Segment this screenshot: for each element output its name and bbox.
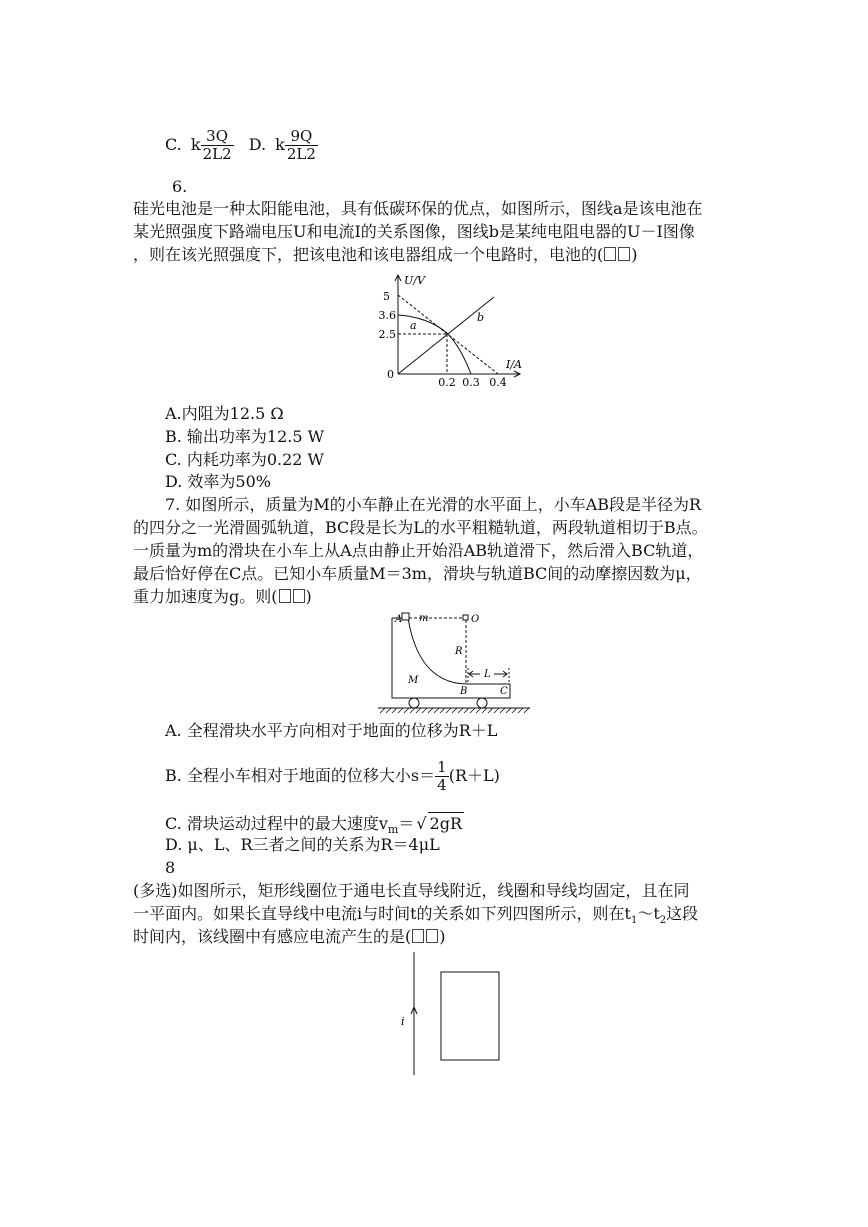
rectangular-coil xyxy=(441,972,499,1060)
q7-line4: 最后恰好停在C点。已知小车质量M＝3m，滑块与轨道BC间的动摩擦因数为μ， xyxy=(133,564,702,583)
q6-stem-line1: 硅光电池是一种太阳能电池，具有低碳环保的优点，如图所示，图线a是该电池在 xyxy=(133,199,703,218)
wheel-right xyxy=(477,698,487,708)
q6-number: 6. xyxy=(172,177,188,196)
answer-blank xyxy=(618,247,630,261)
y-tick-3.6: 3.6 xyxy=(378,309,396,322)
label-C: C xyxy=(500,686,508,697)
q6-ui-graph xyxy=(356,270,536,392)
q7-option-c: C. 滑块运动过程中的最大速度$v_m=$ √ 2gR xyxy=(165,814,463,837)
q7-line5: 重力加速度为g。则( ) xyxy=(133,587,312,606)
q7-option-b: B. 全程小车相对于地面的位移大小s＝ $\frac{1}{4}$ (R＋L) xyxy=(165,758,500,794)
x-tick-0.3: 0.3 xyxy=(462,376,480,389)
x-tick-0.4: 0.4 xyxy=(489,376,507,389)
label-L: L xyxy=(484,669,491,680)
label-A: A xyxy=(395,614,403,625)
q6-option-a: A.内阻为12.5 Ω xyxy=(165,404,284,423)
label-O: O xyxy=(471,614,480,625)
line-b xyxy=(398,297,494,374)
q6-option-c: C. 内耗功率为0.22 W xyxy=(165,450,325,469)
label-R: R xyxy=(455,646,463,657)
q8-line2: 一平面内。如果长直导线中电流i与时间t的关系如下列四图所示，则在$t_1\sim t_2$这段 xyxy=(133,904,699,927)
cart-body xyxy=(392,618,510,698)
y-tick-5: 5 xyxy=(383,290,390,303)
q5-options xyxy=(165,128,318,163)
q8-line3: 时间内，该线圈中有感应电流产生的是( ) xyxy=(133,927,446,946)
q6-stem-line2: 某光照强度下路端电压U和电流I的关系图像，图线b是某纯电阻电器的U－I图像 xyxy=(133,222,695,241)
center-O-marker xyxy=(463,615,468,620)
x-tick-0.2: 0.2 xyxy=(438,376,456,389)
q8-line1: (多选)如图所示，矩形线圈位于通电长直导线附近，线圈和导线均固定，且在同 xyxy=(133,881,690,900)
answer-blank xyxy=(293,589,305,603)
q7-option-d: D. μ、L、R三者之间的关系为R＝4μL xyxy=(165,835,440,854)
q7-option-a: A. 全程滑块水平方向相对于地面的位移为R＋L xyxy=(165,721,498,740)
current-label: i xyxy=(401,1015,405,1028)
slider-block xyxy=(402,613,409,620)
answer-blank xyxy=(279,589,291,603)
q5-optC-fraction: $\frac{3Q}{2L2}$ xyxy=(202,127,232,163)
line-b-label: b xyxy=(477,311,485,324)
y-tick-2.5: 2.5 xyxy=(378,328,396,341)
q6-stem-line3: ，则在该光照强度下，把该电池和该电器组成一个电路时，电池的( ) xyxy=(133,245,638,264)
q5-optC-label: C. xyxy=(165,135,182,154)
q7-line1: 7. 如图所示，质量为M的小车静止在光滑的水平面上，小车AB段是半径为R xyxy=(165,495,702,514)
q5-optC-k: k xyxy=(190,135,201,154)
label-M: M xyxy=(408,675,419,686)
origin-label: 0 xyxy=(387,368,394,381)
curve-a-label: a xyxy=(410,319,417,332)
q7-line2: 的四分之一光滑圆弧轨道，BC段是长为L的水平粗糙轨道，两段轨道相切于B点。 xyxy=(133,518,708,537)
q5-optD-fraction: $\frac{9Q}{2L2}$ xyxy=(286,127,316,163)
answer-blank xyxy=(426,929,438,943)
answer-blank xyxy=(604,247,616,261)
ground-hatching xyxy=(380,708,529,713)
label-m: m xyxy=(419,613,429,624)
q6-option-b: B. 输出功率为12.5 W xyxy=(165,427,325,446)
q5-optD-k: k xyxy=(275,135,285,154)
wheel-left xyxy=(409,698,419,708)
q7-cart-diagram xyxy=(376,610,532,716)
y-axis-label: U/V xyxy=(404,274,425,287)
x-axis-label: I/A xyxy=(506,358,522,371)
q8-number: 8 xyxy=(165,858,176,877)
q5-optD-label: D. xyxy=(248,135,267,154)
q7-optB-fraction: $\frac{1}{4}$ xyxy=(437,758,447,794)
q7-line3: 一质量为m的滑块在小车上从A点由静止开始沿AB轨道滑下，然后滑入BC轨道， xyxy=(133,541,704,560)
answer-blank xyxy=(412,929,424,943)
label-B: B xyxy=(460,686,468,697)
q8-wire-coil-diagram xyxy=(395,950,507,1078)
q6-option-d: D. 效率为50% xyxy=(165,472,271,491)
